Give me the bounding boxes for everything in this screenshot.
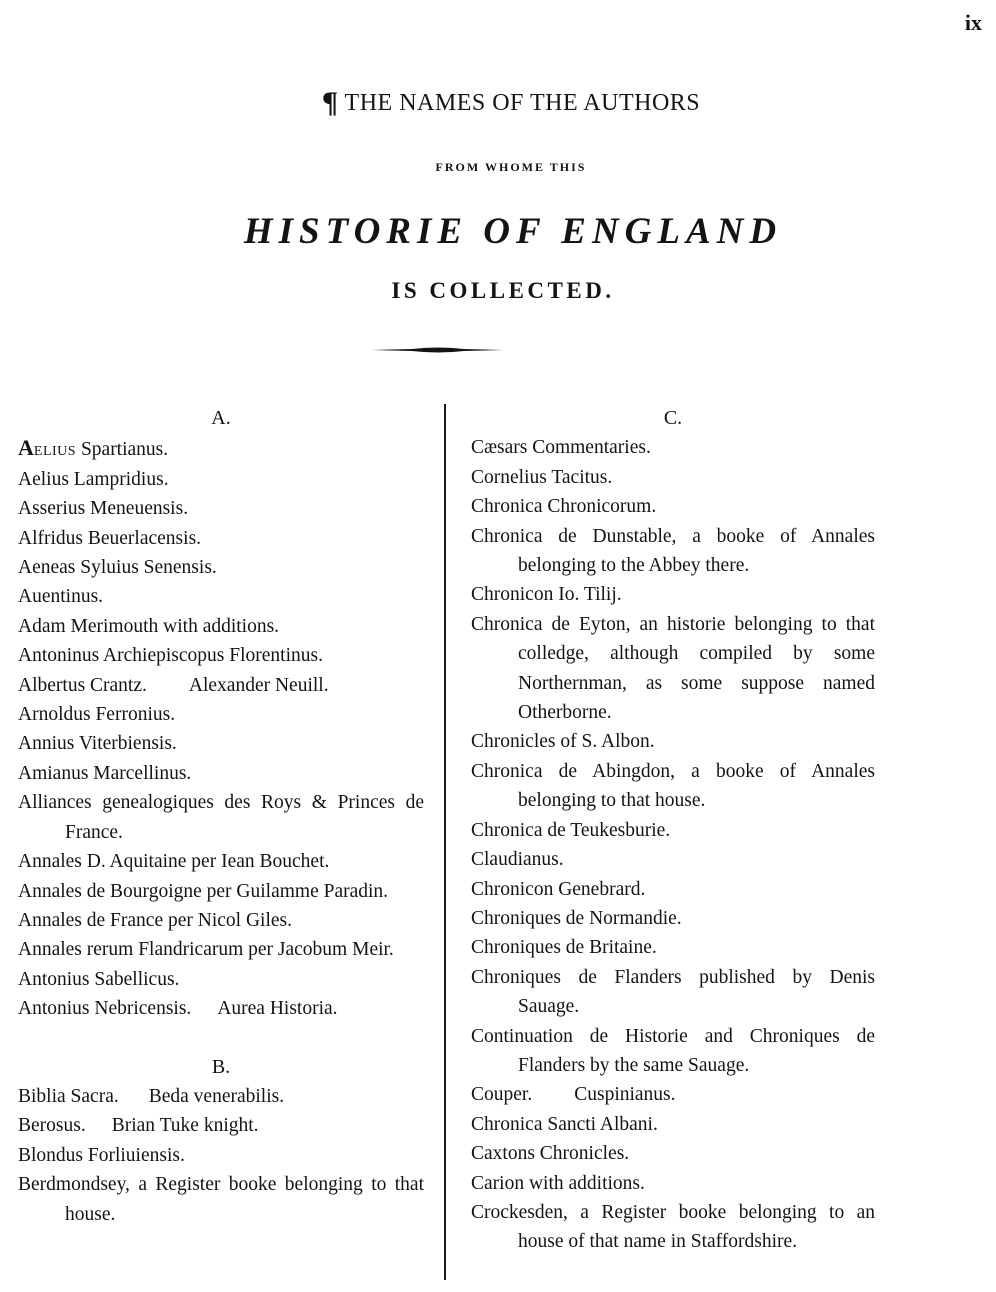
author-entry-pair: Biblia Sacra. Beda venerabilis. bbox=[18, 1085, 285, 1107]
title-line-2: FROM WHOME THIS bbox=[435, 160, 587, 174]
column-divider bbox=[444, 404, 446, 1280]
author-entry: Adam Merimouth with additions. bbox=[18, 615, 280, 637]
author-entry: Asserius Meneuensis. bbox=[18, 498, 189, 520]
author-entry: Alfridus Beuerlacensis. bbox=[18, 527, 202, 549]
author-entry-pair: Albertus Crantz. Alexander Neuill. bbox=[18, 674, 329, 696]
page-number: ix bbox=[964, 10, 982, 35]
author-entry: Chronica Chronicorum. bbox=[471, 496, 657, 518]
title-line-1 bbox=[0, 86, 996, 120]
author-entry: Chroniques de Britaine. bbox=[471, 937, 657, 959]
author-entry: Caxtons Chronicles. bbox=[471, 1143, 630, 1165]
right-column bbox=[471, 404, 875, 1257]
title-line-3: HISTORIE OF ENGLAND bbox=[243, 211, 783, 252]
author-entry-pair: Berosus. Brian Tuke knight. bbox=[18, 1115, 259, 1137]
author-entry: Blondus Forliuiensis. bbox=[18, 1144, 185, 1166]
author-entry: Aelius Lampridius. bbox=[18, 468, 169, 490]
author-entry: Aelius Spartianus. bbox=[18, 435, 169, 461]
author-entry: Claudianus. bbox=[471, 849, 564, 871]
section-letter-b: B. bbox=[211, 1055, 231, 1078]
pilcrow-mark: ¶ bbox=[321, 86, 339, 119]
author-entry: Auentinus. bbox=[18, 586, 104, 608]
section-letter-c: C. bbox=[663, 407, 683, 429]
author-entry: Chronica de Dunstable, a booke of Annales belonging to the Abbey there. bbox=[471, 525, 875, 577]
author-entry: Chroniques de Flanders published by Denis Sauage. bbox=[471, 966, 875, 1018]
author-entry: Chroniques de Normandie. bbox=[471, 907, 682, 929]
author-entry: Berdmondsey, a Register booke belonging to that house. bbox=[18, 1174, 424, 1225]
author-entry: Amianus Marcellinus. bbox=[18, 762, 192, 784]
author-entry: Cæsars Commentaries. bbox=[471, 437, 651, 459]
author-entry: Carion with additions. bbox=[471, 1172, 645, 1194]
left-column bbox=[18, 404, 424, 1229]
author-entry: Chronicon Genebrard. bbox=[471, 878, 646, 900]
author-entry: Alliances genealogiques des Roys & Princes de France. bbox=[18, 792, 424, 843]
author-entry: Arnoldus Ferronius. bbox=[18, 704, 176, 726]
author-entry: Continuation de Historie and Chroniques de Flanders by the same Sauage. bbox=[471, 1025, 875, 1076]
author-entry: Antoninus Archiepiscopus Florentinus. bbox=[18, 645, 323, 667]
author-entry: Chronica Sancti Albani. bbox=[471, 1113, 658, 1135]
author-entry: Chronica de Eyton, an historie belonging to that colledge, although compiled by some Northernman, as some suppose named Otherborne. bbox=[471, 613, 875, 724]
author-entry: Cornelius Tacitus. bbox=[471, 466, 613, 488]
title-text: THE NAMES OF THE AUTHORS bbox=[344, 90, 701, 116]
section-letter-a: A. bbox=[211, 407, 231, 429]
author-entry: Annius Viterbiensis. bbox=[18, 733, 177, 755]
title-line-4: IS COLLECTED. bbox=[391, 278, 615, 303]
author-entry: Chronicles of S. Albon. bbox=[471, 731, 655, 753]
author-entry: Annales rerum Flandricarum per Jacobum Meir. bbox=[18, 939, 394, 961]
author-entry-pair: Antonius Nebricensis. Aurea Historia. bbox=[18, 998, 338, 1020]
author-entry: Aeneas Syluius Senensis. bbox=[18, 557, 217, 579]
author-entry: Chronica de Abingdon, a booke of Annales belonging to that house. bbox=[471, 760, 875, 812]
author-entry-pair: Couper. Cuspinianus. bbox=[471, 1084, 676, 1106]
author-entry: Annales de Bourgoigne per Guilamme Paradin. bbox=[18, 880, 389, 902]
author-entry: Crockesden, a Register booke belonging to an house of that name in Staffordshire. bbox=[471, 1201, 875, 1253]
ornament-rule bbox=[372, 345, 504, 355]
author-entry: Annales de France per Nicol Giles. bbox=[18, 909, 292, 931]
author-entry: Annales D. Aquitaine per Iean Bouchet. bbox=[18, 851, 330, 873]
author-entry: Chronica de Teukesburie. bbox=[471, 819, 671, 841]
author-entry: Antonius Sabellicus. bbox=[18, 968, 180, 990]
author-entry: Chronicon Io. Tilij. bbox=[471, 584, 622, 606]
